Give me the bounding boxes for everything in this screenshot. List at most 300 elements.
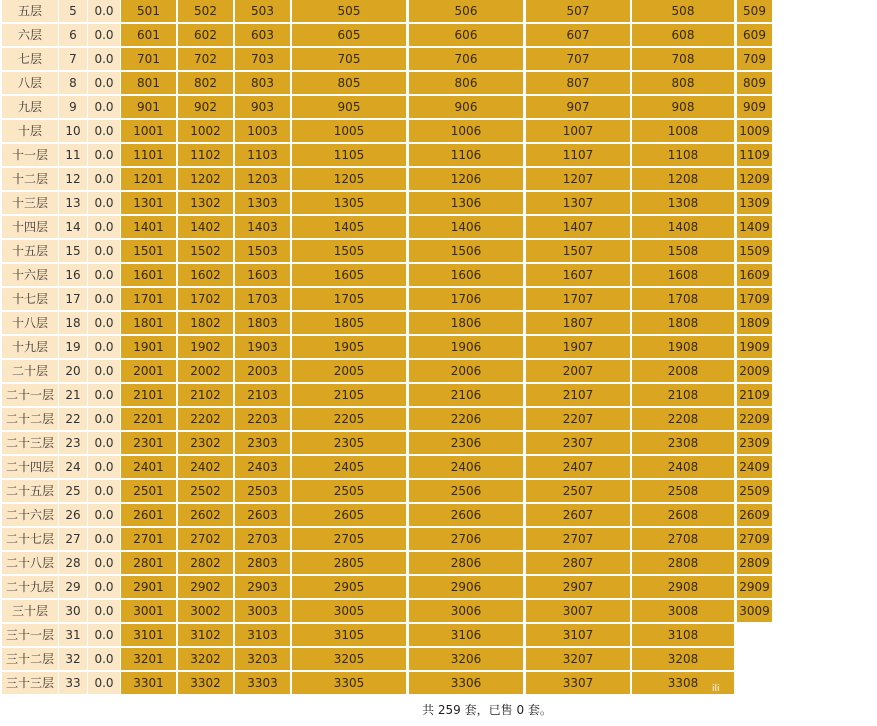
unit-cell[interactable]: 507: [526, 0, 630, 22]
floor-name-label: 二十七层: [2, 528, 58, 550]
unit-cell[interactable]: 1407: [526, 216, 630, 238]
unit-cell[interactable]: 2101: [121, 384, 176, 406]
unit-cell[interactable]: 3107: [526, 624, 630, 646]
unit-cell[interactable]: 3303: [235, 672, 290, 694]
floor-number-label: 23: [59, 432, 87, 454]
unit-cell[interactable]: 1607: [526, 264, 630, 286]
unit-cell[interactable]: 2103: [235, 384, 290, 406]
unit-cell[interactable]: 1206: [409, 168, 523, 190]
unit-cell[interactable]: 1705: [292, 288, 406, 310]
unit-cell[interactable]: 1203: [235, 168, 290, 190]
unit-cell[interactable]: 3103: [235, 624, 290, 646]
unit-cell[interactable]: 607: [526, 24, 630, 46]
unit-cell[interactable]: 2507: [526, 480, 630, 502]
unit-cell[interactable]: 3006: [409, 600, 523, 622]
unit-cell[interactable]: 1001: [121, 120, 176, 142]
floor-row: [0, 336, 877, 358]
unit-cell[interactable]: 2606: [409, 504, 523, 526]
unit-cell[interactable]: 1906: [409, 336, 523, 358]
floor-row: [0, 72, 877, 94]
unit-cell[interactable]: 3305: [292, 672, 406, 694]
unit-cell[interactable]: 2408: [632, 456, 734, 478]
unit-cell[interactable]: 702: [178, 48, 233, 70]
floor-area-value: 0.0: [88, 576, 120, 598]
unit-cell[interactable]: 2608: [632, 504, 734, 526]
unit-cell[interactable]: 2107: [526, 384, 630, 406]
unit-cell[interactable]: 1707: [526, 288, 630, 310]
unit-cell[interactable]: 1905: [292, 336, 406, 358]
unit-cell[interactable]: 508: [632, 0, 734, 22]
unit-cell[interactable]: 2005: [292, 360, 406, 382]
unit-cell[interactable]: 1608: [632, 264, 734, 286]
unit-cell[interactable]: 2709: [737, 528, 772, 550]
unit-cell[interactable]: 2801: [121, 552, 176, 574]
unit-cell[interactable]: 3002: [178, 600, 233, 622]
floor-number-label: 28: [59, 552, 87, 574]
unit-cell[interactable]: 1302: [178, 192, 233, 214]
floor-number-label: 31: [59, 624, 87, 646]
unit-cell[interactable]: 1903: [235, 336, 290, 358]
floor-name-label: 十五层: [2, 240, 58, 262]
floor-number-label: 29: [59, 576, 87, 598]
unit-cell[interactable]: 2703: [235, 528, 290, 550]
floor-name-label: 十二层: [2, 168, 58, 190]
unit-cell[interactable]: 505: [292, 0, 406, 22]
unit-cell[interactable]: 703: [235, 48, 290, 70]
unit-cell[interactable]: 3105: [292, 624, 406, 646]
unit-cell[interactable]: 2803: [235, 552, 290, 574]
unit-cell[interactable]: 2509: [737, 480, 772, 502]
floor-name-label: 二十一层: [2, 384, 58, 406]
unit-cell[interactable]: 2305: [292, 432, 406, 454]
unit-cell[interactable]: 506: [409, 0, 523, 22]
unit-cell[interactable]: 1003: [235, 120, 290, 142]
unit-cell[interactable]: 1809: [737, 312, 772, 334]
floor-name-label: 十一层: [2, 144, 58, 166]
unit-cell[interactable]: 2601: [121, 504, 176, 526]
sales-summary: 共 259 套，已售 0 套。: [422, 703, 552, 717]
unit-cell[interactable]: 2903: [235, 576, 290, 598]
unit-cell[interactable]: 708: [632, 48, 734, 70]
unit-cell[interactable]: 2901: [121, 576, 176, 598]
unit-cell[interactable]: 2602: [178, 504, 233, 526]
unit-cell[interactable]: 1702: [178, 288, 233, 310]
unit-cell[interactable]: 1103: [235, 144, 290, 166]
unit-cell[interactable]: 2605: [292, 504, 406, 526]
unit-cell[interactable]: 1301: [121, 192, 176, 214]
unit-cell[interactable]: 2907: [526, 576, 630, 598]
unit-cell[interactable]: 1709: [737, 288, 772, 310]
unit-cell[interactable]: 806: [409, 72, 523, 94]
unit-cell[interactable]: 3301: [121, 672, 176, 694]
unit-cell[interactable]: 2807: [526, 552, 630, 574]
unit-cell[interactable]: 1202: [178, 168, 233, 190]
unit-cell[interactable]: 3307: [526, 672, 630, 694]
floor-name-label: 十六层: [2, 264, 58, 286]
unit-cell[interactable]: 809: [737, 72, 772, 94]
unit-cell[interactable]: 1502: [178, 240, 233, 262]
unit-cell[interactable]: 1508: [632, 240, 734, 262]
unit-cell[interactable]: 1802: [178, 312, 233, 334]
floor-row: [0, 216, 877, 238]
unit-cell[interactable]: 501: [121, 0, 176, 22]
unit-cell[interactable]: 1309: [737, 192, 772, 214]
unit-cell[interactable]: 3001: [121, 600, 176, 622]
unit-cell[interactable]: 1806: [409, 312, 523, 334]
unit-cell[interactable]: 1602: [178, 264, 233, 286]
floor-number-label: 15: [59, 240, 87, 262]
floor-row: [0, 288, 877, 310]
unit-cell[interactable]: 1208: [632, 168, 734, 190]
floor-name-label: 二十六层: [2, 504, 58, 526]
unit-cell[interactable]: 1908: [632, 336, 734, 358]
unit-cell[interactable]: 907: [526, 96, 630, 118]
unit-cell[interactable]: 609: [737, 24, 772, 46]
unit-cell[interactable]: 2401: [121, 456, 176, 478]
unit-cell[interactable]: 801: [121, 72, 176, 94]
unit-cell[interactable]: 1006: [409, 120, 523, 142]
unit-cell[interactable]: 1305: [292, 192, 406, 214]
unit-cell[interactable]: 3205: [292, 648, 406, 670]
unit-cell[interactable]: 502: [178, 0, 233, 22]
unit-cell[interactable]: 1902: [178, 336, 233, 358]
unit-cell[interactable]: 2003: [235, 360, 290, 382]
unit-cell[interactable]: 1609: [737, 264, 772, 286]
unit-cell[interactable]: 2201: [121, 408, 176, 430]
unit-cell[interactable]: 1106: [409, 144, 523, 166]
floor-area-value: 0.0: [88, 504, 120, 526]
unit-cell[interactable]: 2307: [526, 432, 630, 454]
unit-cell[interactable]: 1102: [178, 144, 233, 166]
unit-cell[interactable]: 2402: [178, 456, 233, 478]
unit-cell[interactable]: 603: [235, 24, 290, 46]
unit-cell[interactable]: 3007: [526, 600, 630, 622]
unit-cell[interactable]: 1909: [737, 336, 772, 358]
floor-number-label: 20: [59, 360, 87, 382]
floor-number-label: 25: [59, 480, 87, 502]
floor-name-label: 二十二层: [2, 408, 58, 430]
unit-cell[interactable]: 2308: [632, 432, 734, 454]
unit-cell[interactable]: 2502: [178, 480, 233, 502]
unit-cell[interactable]: 1101: [121, 144, 176, 166]
unit-cell[interactable]: 901: [121, 96, 176, 118]
unit-cell[interactable]: 1405: [292, 216, 406, 238]
floor-name-label: 十八层: [2, 312, 58, 334]
unit-cell[interactable]: 3306: [409, 672, 523, 694]
unit-cell[interactable]: 2908: [632, 576, 734, 598]
unit-cell[interactable]: 3101: [121, 624, 176, 646]
unit-cell[interactable]: 2102: [178, 384, 233, 406]
unit-cell[interactable]: 2002: [178, 360, 233, 382]
unit-cell[interactable]: 3208: [632, 648, 734, 670]
unit-cell[interactable]: 2109: [737, 384, 772, 406]
unit-cell[interactable]: 2306: [409, 432, 523, 454]
unit-cell[interactable]: 903: [235, 96, 290, 118]
unit-cell[interactable]: 1509: [737, 240, 772, 262]
unit-cell[interactable]: 709: [737, 48, 772, 70]
unit-cell[interactable]: 3202: [178, 648, 233, 670]
unit-cell[interactable]: 2808: [632, 552, 734, 574]
unit-cell[interactable]: 1808: [632, 312, 734, 334]
unit-cell[interactable]: 3206: [409, 648, 523, 670]
unit-cell[interactable]: 802: [178, 72, 233, 94]
floor-name-label: 十四层: [2, 216, 58, 238]
floor-area-value: 0.0: [88, 24, 120, 46]
floor-row: [0, 24, 877, 46]
unit-cell[interactable]: 2108: [632, 384, 734, 406]
unit-cell[interactable]: 1005: [292, 120, 406, 142]
floor-row: [0, 576, 877, 598]
floor-number-label: 14: [59, 216, 87, 238]
unit-cell[interactable]: 3106: [409, 624, 523, 646]
floor-name-label: 十九层: [2, 336, 58, 358]
unit-cell[interactable]: 1201: [121, 168, 176, 190]
unit-cell[interactable]: 2701: [121, 528, 176, 550]
floor-row: [0, 624, 877, 646]
floor-number-label: 11: [59, 144, 87, 166]
unit-cell[interactable]: 2106: [409, 384, 523, 406]
unit-cell[interactable]: 706: [409, 48, 523, 70]
unit-cell[interactable]: 1401: [121, 216, 176, 238]
unit-cell[interactable]: 1308: [632, 192, 734, 214]
unit-cell[interactable]: 1403: [235, 216, 290, 238]
floor-row: [0, 264, 877, 286]
unit-cell[interactable]: 2406: [409, 456, 523, 478]
unit-cell[interactable]: 1701: [121, 288, 176, 310]
unit-cell[interactable]: 2508: [632, 480, 734, 502]
floor-area-value: 0.0: [88, 528, 120, 550]
unit-cell[interactable]: 3009: [737, 600, 772, 622]
unit-cell[interactable]: 3005: [292, 600, 406, 622]
floor-area-value: 0.0: [88, 288, 120, 310]
unit-cell[interactable]: 1306: [409, 192, 523, 214]
unit-cell[interactable]: 2506: [409, 480, 523, 502]
unit-cell[interactable]: 808: [632, 72, 734, 94]
unit-cell[interactable]: 1109: [737, 144, 772, 166]
unit-cell[interactable]: 1002: [178, 120, 233, 142]
floor-area-value: 0.0: [88, 384, 120, 406]
unit-cell[interactable]: 3108: [632, 624, 734, 646]
unit-cell[interactable]: 909: [737, 96, 772, 118]
floor-row: [0, 240, 877, 262]
unit-cell[interactable]: 2501: [121, 480, 176, 502]
unit-cell[interactable]: 1706: [409, 288, 523, 310]
unit-cell[interactable]: 807: [526, 72, 630, 94]
unit-cell[interactable]: 1606: [409, 264, 523, 286]
floor-area-value: 0.0: [88, 168, 120, 190]
unit-cell[interactable]: 2403: [235, 456, 290, 478]
unit-cell[interactable]: 2407: [526, 456, 630, 478]
unit-cell[interactable]: 902: [178, 96, 233, 118]
floor-area-value: 0.0: [88, 408, 120, 430]
unit-cell[interactable]: 3102: [178, 624, 233, 646]
unit-cell[interactable]: 1205: [292, 168, 406, 190]
unit-cell[interactable]: 1408: [632, 216, 734, 238]
floor-row: [0, 192, 877, 214]
unit-cell[interactable]: 2008: [632, 360, 734, 382]
unit-cell[interactable]: 2301: [121, 432, 176, 454]
unit-cell[interactable]: 2902: [178, 576, 233, 598]
unit-cell[interactable]: 2603: [235, 504, 290, 526]
floor-row: [0, 528, 877, 550]
unit-cell[interactable]: 2809: [737, 552, 772, 574]
unit-cell[interactable]: 2007: [526, 360, 630, 382]
unit-cell[interactable]: 1907: [526, 336, 630, 358]
unit-cell[interactable]: 805: [292, 72, 406, 94]
unit-cell[interactable]: 2906: [409, 576, 523, 598]
floor-area-value: 0.0: [88, 72, 120, 94]
unit-cell[interactable]: 1901: [121, 336, 176, 358]
unit-cell[interactable]: 2303: [235, 432, 290, 454]
unit-cell[interactable]: 509: [737, 0, 772, 22]
floor-area-value: 0.0: [88, 456, 120, 478]
unit-cell[interactable]: 3207: [526, 648, 630, 670]
unit-cell[interactable]: 2905: [292, 576, 406, 598]
floor-row: [0, 672, 877, 694]
unit-cell[interactable]: 2806: [409, 552, 523, 574]
unit-cell[interactable]: 707: [526, 48, 630, 70]
unit-cell[interactable]: 2409: [737, 456, 772, 478]
unit-cell[interactable]: 1409: [737, 216, 772, 238]
unit-cell[interactable]: 602: [178, 24, 233, 46]
floor-row: [0, 504, 877, 526]
floor-name-label: 九层: [2, 96, 58, 118]
unit-cell[interactable]: 2006: [409, 360, 523, 382]
unit-cell[interactable]: 2405: [292, 456, 406, 478]
floor-number-label: 13: [59, 192, 87, 214]
floor-row: [0, 168, 877, 190]
floor-row: [0, 360, 877, 382]
unit-cell[interactable]: 1703: [235, 288, 290, 310]
unit-cell[interactable]: 2206: [409, 408, 523, 430]
unit-cell[interactable]: 2708: [632, 528, 734, 550]
unit-cell[interactable]: 2805: [292, 552, 406, 574]
unit-cell[interactable]: 905: [292, 96, 406, 118]
unit-cell[interactable]: 605: [292, 24, 406, 46]
floor-name-label: 二十九层: [2, 576, 58, 598]
unit-cell[interactable]: 503: [235, 0, 290, 22]
unit-cell[interactable]: 606: [409, 24, 523, 46]
unit-cell[interactable]: 1803: [235, 312, 290, 334]
unit-cell[interactable]: 2706: [409, 528, 523, 550]
unit-cell[interactable]: 1209: [737, 168, 772, 190]
unit-cell[interactable]: 2208: [632, 408, 734, 430]
floor-area-value: 0.0: [88, 672, 120, 694]
unit-cell[interactable]: 3008: [632, 600, 734, 622]
unit-cell[interactable]: 1007: [526, 120, 630, 142]
unit-cell[interactable]: 2105: [292, 384, 406, 406]
floor-area-value: 0.0: [88, 312, 120, 334]
unit-cell[interactable]: 1501: [121, 240, 176, 262]
floor-number-label: 27: [59, 528, 87, 550]
unit-cell[interactable]: 1507: [526, 240, 630, 262]
unit-cell[interactable]: 608: [632, 24, 734, 46]
unit-cell[interactable]: 3003: [235, 600, 290, 622]
unit-cell[interactable]: 1107: [526, 144, 630, 166]
unit-cell[interactable]: 2309: [737, 432, 772, 454]
floor-area-value: 0.0: [88, 264, 120, 286]
floor-row: [0, 384, 877, 406]
unit-cell[interactable]: 1503: [235, 240, 290, 262]
unit-cell[interactable]: 2209: [737, 408, 772, 430]
unit-cell[interactable]: 2505: [292, 480, 406, 502]
unit-cell[interactable]: 3201: [121, 648, 176, 670]
floor-name-label: 六层: [2, 24, 58, 46]
floor-row: [0, 456, 877, 478]
unit-cell[interactable]: 908: [632, 96, 734, 118]
unit-cell[interactable]: 2009: [737, 360, 772, 382]
floor-number-label: 33: [59, 672, 87, 694]
unit-cell[interactable]: 1708: [632, 288, 734, 310]
unit-cell[interactable]: 2207: [526, 408, 630, 430]
floor-area-value: 0.0: [88, 48, 120, 70]
unit-cell[interactable]: 3308: [632, 672, 734, 694]
unit-cell[interactable]: 3203: [235, 648, 290, 670]
unit-cell[interactable]: 2609: [737, 504, 772, 526]
unit-cell[interactable]: 1303: [235, 192, 290, 214]
unit-cell[interactable]: 1009: [737, 120, 772, 142]
unit-cell[interactable]: 601: [121, 24, 176, 46]
unit-cell[interactable]: 2503: [235, 480, 290, 502]
floor-name-label: 二十四层: [2, 456, 58, 478]
unit-cell[interactable]: 2607: [526, 504, 630, 526]
unit-cell[interactable]: 1008: [632, 120, 734, 142]
unit-cell[interactable]: 1505: [292, 240, 406, 262]
unit-cell[interactable]: 1807: [526, 312, 630, 334]
unit-cell[interactable]: 1307: [526, 192, 630, 214]
unit-cell[interactable]: 3302: [178, 672, 233, 694]
unit-cell[interactable]: 2705: [292, 528, 406, 550]
unit-cell[interactable]: 1601: [121, 264, 176, 286]
floor-area-value: 0.0: [88, 144, 120, 166]
floor-number-label: 21: [59, 384, 87, 406]
floor-name-label: 三十三层: [2, 672, 58, 694]
unit-cell[interactable]: 701: [121, 48, 176, 70]
floor-row: [0, 600, 877, 622]
unit-cell[interactable]: 1108: [632, 144, 734, 166]
unit-cell[interactable]: 2702: [178, 528, 233, 550]
unit-cell[interactable]: 1105: [292, 144, 406, 166]
unit-cell[interactable]: 2909: [737, 576, 772, 598]
unit-cell[interactable]: 1406: [409, 216, 523, 238]
floor-area-value: 0.0: [88, 96, 120, 118]
unit-cell[interactable]: 1506: [409, 240, 523, 262]
floor-area-value: 0.0: [88, 552, 120, 574]
unit-cell[interactable]: 2302: [178, 432, 233, 454]
unit-cell[interactable]: 1801: [121, 312, 176, 334]
unit-cell[interactable]: 705: [292, 48, 406, 70]
unit-cell[interactable]: 1805: [292, 312, 406, 334]
unit-cell[interactable]: 2802: [178, 552, 233, 574]
floor-number-label: 9: [59, 96, 87, 118]
unit-cell[interactable]: 2001: [121, 360, 176, 382]
unit-cell[interactable]: 2707: [526, 528, 630, 550]
unit-cell[interactable]: 2203: [235, 408, 290, 430]
floor-name-label: 三十层: [2, 600, 58, 622]
unit-cell[interactable]: 1605: [292, 264, 406, 286]
floor-number-label: 24: [59, 456, 87, 478]
unit-cell[interactable]: 2202: [178, 408, 233, 430]
floor-row: [0, 312, 877, 334]
floor-area-value: 0.0: [88, 432, 120, 454]
floor-area-value: 0.0: [88, 216, 120, 238]
unit-cell[interactable]: 1207: [526, 168, 630, 190]
unit-cell[interactable]: 2205: [292, 408, 406, 430]
unit-cell[interactable]: 803: [235, 72, 290, 94]
unit-cell[interactable]: 1603: [235, 264, 290, 286]
unit-cell[interactable]: 1402: [178, 216, 233, 238]
unit-cell[interactable]: 906: [409, 96, 523, 118]
